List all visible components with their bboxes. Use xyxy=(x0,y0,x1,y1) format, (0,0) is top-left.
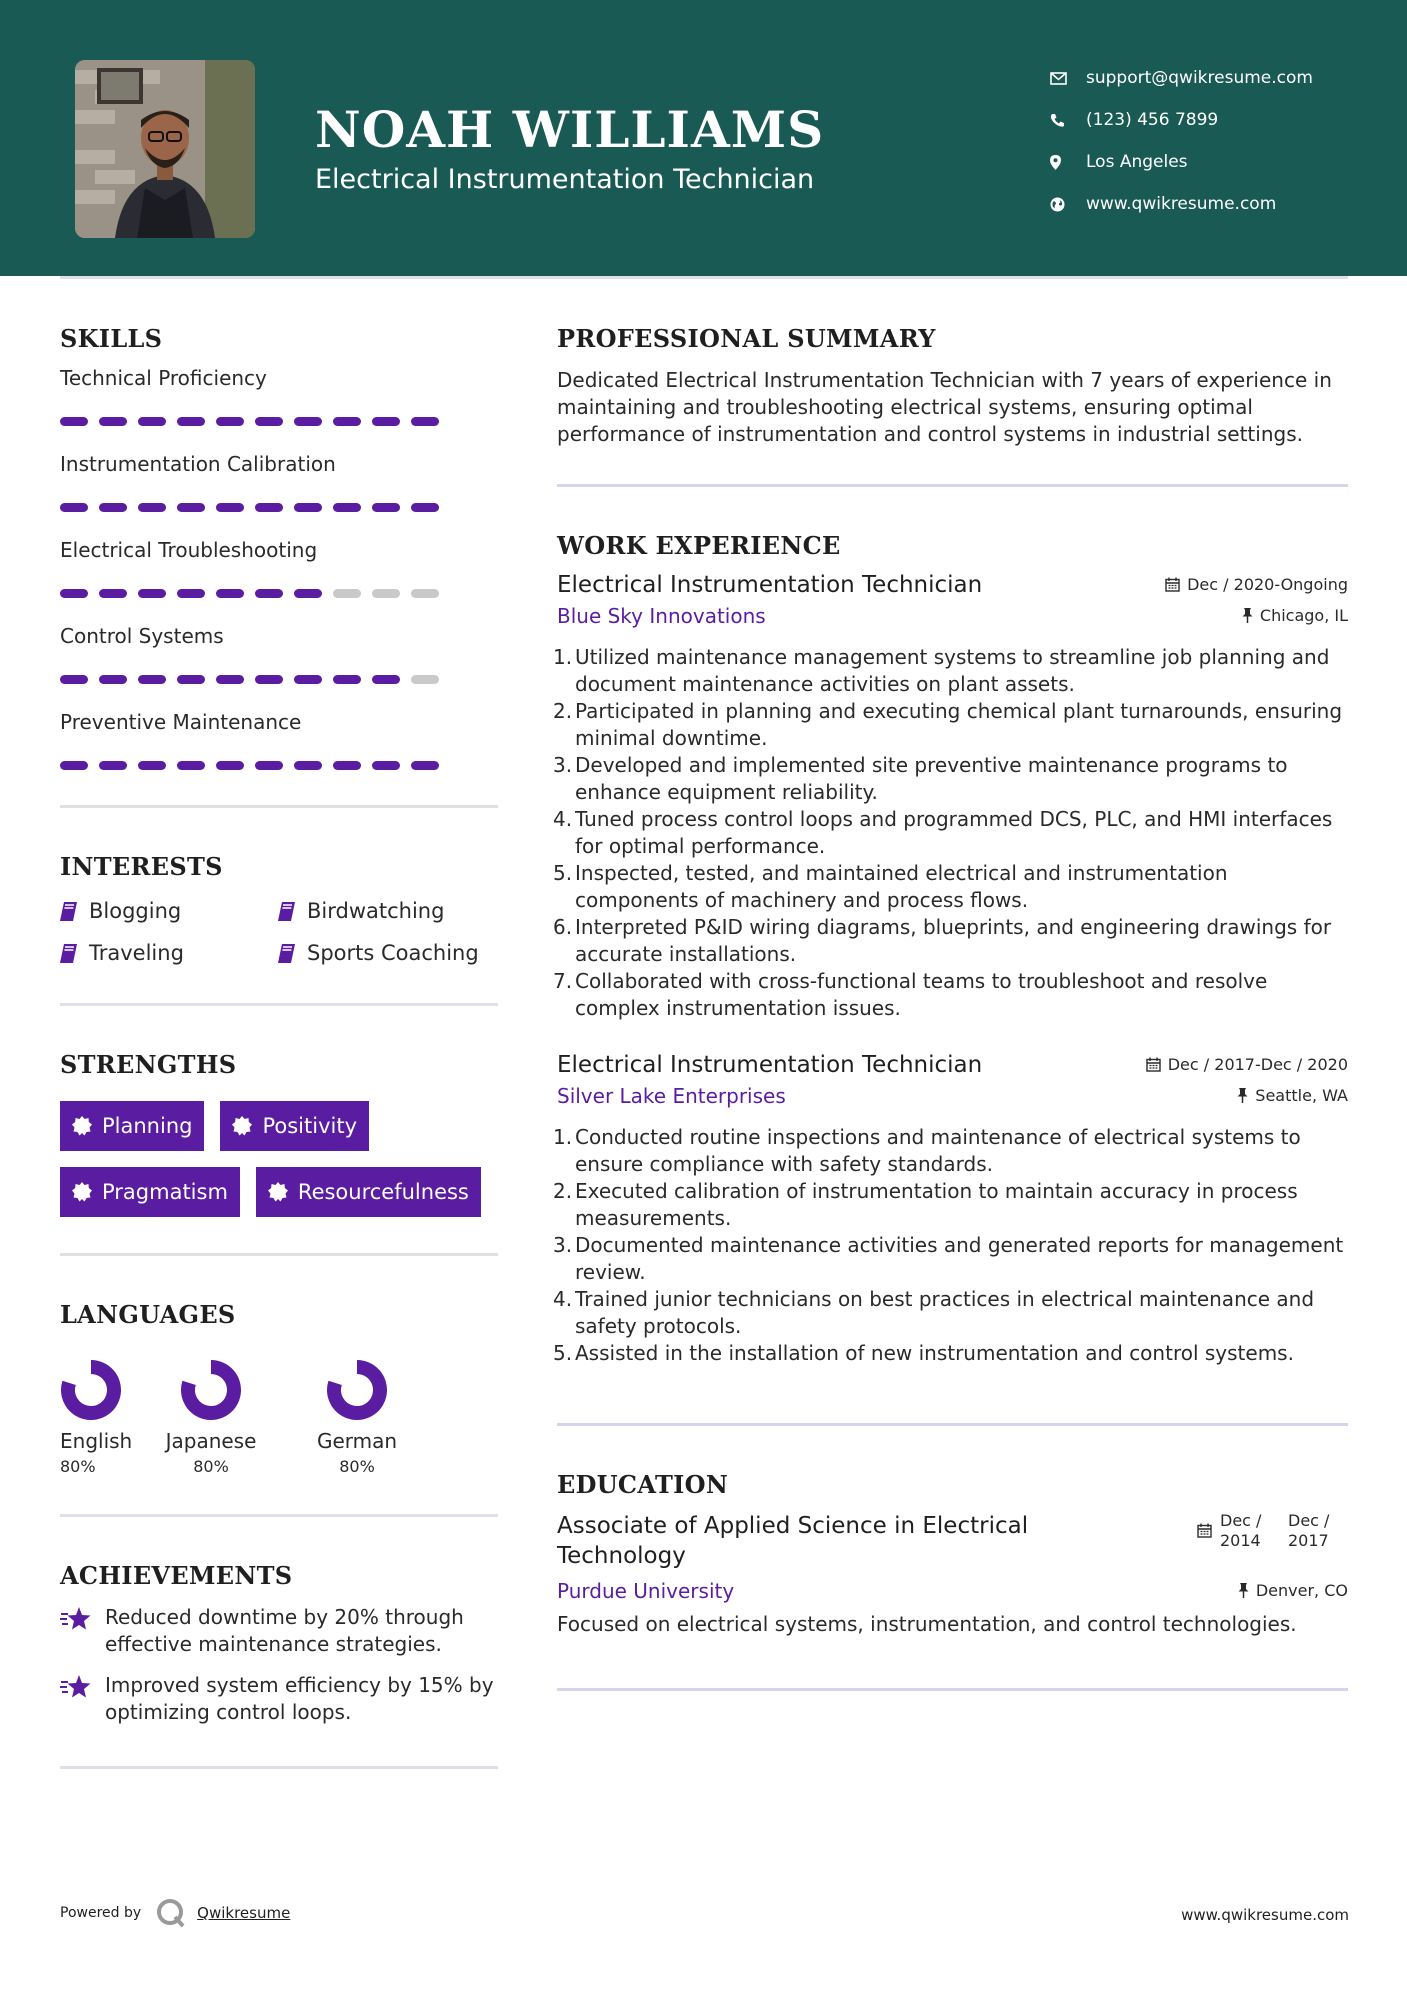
language-item xyxy=(138,1359,284,1476)
skill-dot-filled xyxy=(60,675,88,684)
strength-label: Planning xyxy=(102,1114,193,1138)
skill-dot-filled xyxy=(216,675,244,684)
job-bullet: 2. Executed calibration of instrumentation to maintain accuracy in process measurements. xyxy=(553,1179,1298,1230)
strength-label: Resourcefulness xyxy=(297,1180,469,1204)
achievements-section xyxy=(60,1561,498,1726)
education-end-year: 2017 xyxy=(1288,1531,1329,1550)
achievements-title: ACHIEVEMENTS xyxy=(60,1561,293,1590)
skill-dot-empty xyxy=(333,589,361,598)
skill-name: Control Systems xyxy=(60,624,224,648)
pushpin-icon xyxy=(1242,608,1253,623)
skill-dot-filled xyxy=(216,503,244,512)
language-ring xyxy=(180,1359,242,1421)
job-bullet-text: Interpreted P&ID wiring diagrams, blueprints, and engineering drawings for accurate installations. xyxy=(575,915,1332,966)
job-bullet: 1. Conducted routine inspections and maintenance of electrical systems to ensure compliance with safety standards. xyxy=(553,1125,1301,1176)
skill-dot-filled xyxy=(99,503,127,512)
job-date xyxy=(1165,575,1348,594)
language-percent: 80% xyxy=(193,1457,229,1476)
education-location xyxy=(1238,1581,1348,1600)
skills-section xyxy=(60,324,498,783)
job-bullet-text: Inspected, tested, and maintained electrical and instrumentation components of machinery and process flows. xyxy=(575,861,1228,912)
section-divider xyxy=(557,1688,1348,1691)
skill-dot-filled xyxy=(177,503,205,512)
book-icon xyxy=(60,944,77,963)
strength-tag xyxy=(220,1101,369,1151)
language-percent: 80% xyxy=(339,1457,375,1476)
skill-dot-filled xyxy=(177,589,205,598)
envelope-icon xyxy=(1050,72,1086,85)
skill-dot-filled xyxy=(255,675,283,684)
skill-dot-filled xyxy=(216,761,244,770)
job-bullet: 3. Documented maintenance activities and generated reports for management review. xyxy=(553,1233,1344,1284)
education-section xyxy=(557,1470,1348,1638)
skill-rating xyxy=(60,403,498,439)
pushpin-icon xyxy=(1238,1583,1249,1598)
skill-dot-empty xyxy=(372,589,400,598)
interest-item xyxy=(60,941,278,965)
skill-item xyxy=(60,363,498,439)
qwikresume-link[interactable]: Qwikresume xyxy=(197,1904,291,1922)
interest-label: Traveling xyxy=(89,941,184,965)
degree-title-line: Associate of Applied Science in Electrical xyxy=(557,1513,1029,1539)
experience-section xyxy=(553,531,1348,1367)
education-start-month: Dec / xyxy=(1220,1511,1262,1530)
job-bullet: 3. Developed and implemented site preventive maintenance programs to enhance equipment reliability. xyxy=(553,753,1288,804)
badge-icon xyxy=(268,1182,288,1202)
job-date-text: Dec / 2017-Dec / 2020 xyxy=(1167,1055,1348,1074)
calendar-icon xyxy=(1165,577,1180,592)
skill-dot-filled xyxy=(333,761,361,770)
skill-dot-filled xyxy=(294,761,322,770)
job-bullet-text: Utilized maintenance management systems to streamline job planning and document maintenance activities on plant assets. xyxy=(575,645,1330,696)
job-bullet: 6. Interpreted P&ID wiring diagrams, blueprints, and engineering drawings for accurate installations. xyxy=(553,915,1332,966)
skill-item xyxy=(60,535,498,611)
skill-dot-filled xyxy=(138,675,166,684)
job-bullet: 5. Assisted in the installation of new instrumentation and control systems. xyxy=(553,1341,1294,1365)
interest-label: Sports Coaching xyxy=(307,941,479,965)
company-name: Silver Lake Enterprises xyxy=(557,1084,786,1108)
job-title: Electrical Instrumentation Technician xyxy=(557,572,983,598)
job-entry xyxy=(553,572,1348,1022)
interests-title: INTERESTS xyxy=(60,852,223,881)
skill-dot-filled xyxy=(60,761,88,770)
qwikresume-logo-icon xyxy=(155,1898,187,1928)
education-end-month: Dec / xyxy=(1288,1511,1330,1530)
degree-title-line: Technology xyxy=(557,1543,686,1569)
interests-section xyxy=(60,852,498,965)
skill-dot-filled xyxy=(216,417,244,426)
school-name: Purdue University xyxy=(557,1579,735,1603)
strength-tag xyxy=(256,1167,481,1217)
skill-rating xyxy=(60,575,498,611)
skill-rating xyxy=(60,661,498,697)
skill-dot-filled xyxy=(177,761,205,770)
right-column xyxy=(553,324,1348,1691)
language-name: English xyxy=(60,1429,133,1453)
job-location xyxy=(1237,1086,1348,1105)
experience-title: WORK EXPERIENCE xyxy=(557,531,841,560)
skill-dot-empty xyxy=(411,675,439,684)
skill-dot-filled xyxy=(411,761,439,770)
job-bullet: 4. Trained junior technicians on best practices in electrical maintenance and safety protocols. xyxy=(553,1287,1315,1338)
language-ring xyxy=(60,1359,122,1421)
job-bullet: 1. Utilized maintenance management systems to streamline job planning and document maintenance activities on plant assets. xyxy=(553,645,1330,696)
strengths-title: STRENGTHS xyxy=(60,1050,237,1079)
summary-text: Dedicated Electrical Instrumentation Technician with 7 years of experience in maintaining and troubleshooting electrical systems, ensuring optimal performance of instrumentation and control systems in industrial settings. xyxy=(557,368,1332,446)
job-bullet-text: Documented maintenance activities and generated reports for management review. xyxy=(575,1233,1344,1284)
candidate-title: Electrical Instrumentation Technician xyxy=(315,164,815,195)
header xyxy=(0,0,1407,276)
job-bullet: 4. Tuned process control loops and programmed DCS, PLC, and HMI interfaces for optimal performance. xyxy=(553,807,1333,858)
skill-name: Electrical Troubleshooting xyxy=(60,538,318,562)
skill-dot-filled xyxy=(372,417,400,426)
skill-dot-filled xyxy=(177,417,205,426)
contact-website[interactable] xyxy=(1050,183,1370,225)
job-bullets xyxy=(553,1124,1348,1367)
skill-dot-filled xyxy=(99,675,127,684)
skill-dot-filled xyxy=(333,675,361,684)
skill-name: Instrumentation Calibration xyxy=(60,452,336,476)
badge-icon xyxy=(72,1182,92,1202)
skill-dot-filled xyxy=(99,417,127,426)
languages-section xyxy=(60,1300,498,1476)
section-divider xyxy=(60,805,498,808)
strengths-section xyxy=(60,1050,498,1217)
summary-title: PROFESSIONAL SUMMARY xyxy=(557,324,936,353)
job-date-text: Dec / 2020-Ongoing xyxy=(1187,575,1348,594)
contact-location xyxy=(1050,141,1370,183)
skill-dot-filled xyxy=(138,761,166,770)
skills-title: SKILLS xyxy=(60,324,163,353)
language-item xyxy=(284,1359,430,1476)
job-location-text: Seattle, WA xyxy=(1255,1086,1348,1105)
skill-dot-filled xyxy=(333,503,361,512)
powered-by-label: Powered by xyxy=(60,1905,142,1921)
contact-list xyxy=(1050,57,1370,225)
skill-dot-filled xyxy=(294,589,322,598)
skill-dot-filled xyxy=(60,503,88,512)
skill-dot-filled xyxy=(138,417,166,426)
candidate-name: NOAH WILLIAMS xyxy=(315,100,825,159)
skill-dot-filled xyxy=(99,761,127,770)
interest-item xyxy=(278,941,488,965)
job-bullet-text: Developed and implemented site preventive maintenance programs to enhance equipment reliability. xyxy=(575,753,1288,804)
education-title: EDUCATION xyxy=(557,1470,729,1499)
skill-item xyxy=(60,707,498,783)
languages-list xyxy=(60,1359,498,1476)
job-bullet: 5. Inspected, tested, and maintained electrical and instrumentation components of machinery and process flows. xyxy=(553,861,1228,912)
skill-dot-filled xyxy=(372,503,400,512)
skill-dot-filled xyxy=(60,417,88,426)
profile-photo xyxy=(75,60,255,238)
job-bullet-text: Trained junior technicians on best practices in electrical maintenance and safety protocols. xyxy=(575,1287,1315,1338)
skills-list xyxy=(60,363,498,783)
education-location-text: Denver, CO xyxy=(1255,1581,1348,1600)
job-bullets xyxy=(553,644,1348,1022)
badge-icon xyxy=(232,1116,252,1136)
skill-item xyxy=(60,449,498,525)
job-title: Electrical Instrumentation Technician xyxy=(557,1052,983,1078)
skill-name: Technical Proficiency xyxy=(60,366,267,390)
section-divider xyxy=(60,1003,498,1006)
languages-title: LANGUAGES xyxy=(60,1300,236,1329)
achievement-item xyxy=(60,1604,498,1658)
section-divider xyxy=(60,1766,498,1769)
star-award-icon xyxy=(60,1606,91,1632)
globe-icon xyxy=(1050,197,1086,212)
education-end xyxy=(1288,1511,1348,1551)
book-icon xyxy=(278,944,295,963)
footer-powered-by xyxy=(60,1898,290,1928)
job-bullet: 2. Participated in planning and executing chemical plant turnarounds, ensuring minimal downtime. xyxy=(553,699,1343,750)
job-bullet-text: Executed calibration of instrumentation to maintain accuracy in process measurements. xyxy=(575,1179,1298,1230)
strength-tag xyxy=(60,1167,240,1217)
section-divider xyxy=(557,484,1348,487)
footer-website[interactable]: www.qwikresume.com xyxy=(1181,1906,1349,1924)
job-bullet-text: Participated in planning and executing chemical plant turnarounds, ensuring minimal downtime. xyxy=(575,699,1343,750)
skill-dot-filled xyxy=(372,761,400,770)
skill-dot-filled xyxy=(255,503,283,512)
skill-dot-filled xyxy=(411,417,439,426)
language-ring-arc xyxy=(188,1367,234,1413)
job-location-text: Chicago, IL xyxy=(1259,606,1348,625)
map-pin-icon xyxy=(1050,155,1086,170)
skill-rating xyxy=(60,489,498,525)
job-location xyxy=(1242,606,1348,625)
interest-item xyxy=(60,899,278,923)
skill-dot-filled xyxy=(294,417,322,426)
left-column xyxy=(60,324,498,1769)
strength-label: Pragmatism xyxy=(102,1180,228,1204)
language-ring xyxy=(326,1359,388,1421)
job-bullet-text: Collaborated with cross-functional teams to troubleshoot and resolve complex instrumentation issues. xyxy=(575,969,1268,1020)
skill-dot-filled xyxy=(411,503,439,512)
job-bullet-text: Assisted in the installation of new instrumentation and control systems. xyxy=(575,1341,1294,1365)
header-divider xyxy=(60,276,1348,279)
education-start-year: 2014 xyxy=(1220,1531,1261,1550)
contact-email[interactable] xyxy=(1050,57,1370,99)
education-description: Focused on electrical systems, instrumentation, and control technologies. xyxy=(557,1612,1297,1636)
achievement-text: Reduced downtime by 20% through effective maintenance strategies. xyxy=(105,1605,464,1656)
strength-label: Positivity xyxy=(262,1114,357,1138)
skill-dot-filled xyxy=(60,589,88,598)
skill-dot-filled xyxy=(255,761,283,770)
skill-name: Preventive Maintenance xyxy=(60,710,302,734)
calendar-icon xyxy=(1197,1523,1212,1538)
job-bullet-text: Tuned process control loops and programmed DCS, PLC, and HMI interfaces for optimal performance. xyxy=(575,807,1333,858)
section-divider xyxy=(60,1253,498,1256)
strength-tag xyxy=(60,1101,204,1151)
book-icon xyxy=(60,902,77,921)
skill-dot-filled xyxy=(177,675,205,684)
contact-phone[interactable] xyxy=(1050,99,1370,141)
skill-dot-filled xyxy=(372,675,400,684)
achievements-list xyxy=(60,1604,498,1726)
skill-item xyxy=(60,621,498,697)
job-date xyxy=(1146,1055,1348,1074)
skill-dot-filled xyxy=(138,503,166,512)
interest-item xyxy=(278,899,488,923)
interest-label: Blogging xyxy=(89,899,182,923)
language-item xyxy=(60,1359,138,1476)
education-start xyxy=(1220,1511,1280,1551)
book-icon xyxy=(278,902,295,921)
skill-dot-empty xyxy=(411,589,439,598)
education-date xyxy=(1197,1511,1348,1551)
interest-label: Birdwatching xyxy=(307,899,445,923)
strengths-list xyxy=(60,1101,498,1217)
section-divider xyxy=(557,1423,1348,1426)
badge-icon xyxy=(72,1116,92,1136)
star-award-icon xyxy=(60,1674,91,1700)
skill-rating xyxy=(60,747,498,783)
skill-dot-filled xyxy=(255,589,283,598)
language-ring-arc xyxy=(334,1367,380,1413)
contact-location-text: Los Angeles xyxy=(1086,152,1188,172)
language-name: German xyxy=(316,1429,398,1453)
language-ring-arc xyxy=(68,1367,114,1413)
job-bullet-text: Conducted routine inspections and maintenance of electrical systems to ensure compliance with safety standards. xyxy=(575,1125,1301,1176)
skill-dot-filled xyxy=(99,589,127,598)
skill-dot-filled xyxy=(294,503,322,512)
achievement-item xyxy=(60,1672,498,1726)
job-entry xyxy=(553,1052,1348,1367)
skill-dot-filled xyxy=(255,417,283,426)
interests-list xyxy=(60,899,498,965)
skill-dot-filled xyxy=(333,417,361,426)
skill-dot-filled xyxy=(294,675,322,684)
contact-phone-text: (123) 456 7899 xyxy=(1086,110,1219,130)
company-name: Blue Sky Innovations xyxy=(557,604,766,628)
degree-title xyxy=(557,1511,1028,1571)
pushpin-icon xyxy=(1237,1088,1248,1103)
achievement-text: Improved system efficiency by 15% by optimizing control loops. xyxy=(105,1673,494,1724)
skill-dot-filled xyxy=(216,589,244,598)
calendar-icon xyxy=(1146,1057,1161,1072)
summary-section xyxy=(557,324,1348,448)
contact-email-text: support@qwikresume.com xyxy=(1086,68,1313,88)
section-divider xyxy=(60,1514,498,1517)
language-name: Japanese xyxy=(165,1429,257,1453)
phone-icon xyxy=(1050,113,1086,128)
skill-dot-filled xyxy=(138,589,166,598)
language-percent: 80% xyxy=(60,1457,96,1476)
contact-website-text: www.qwikresume.com xyxy=(1086,194,1277,214)
job-bullet: 7. Collaborated with cross-functional teams to troubleshoot and resolve complex instrumentation issues. xyxy=(553,969,1268,1020)
